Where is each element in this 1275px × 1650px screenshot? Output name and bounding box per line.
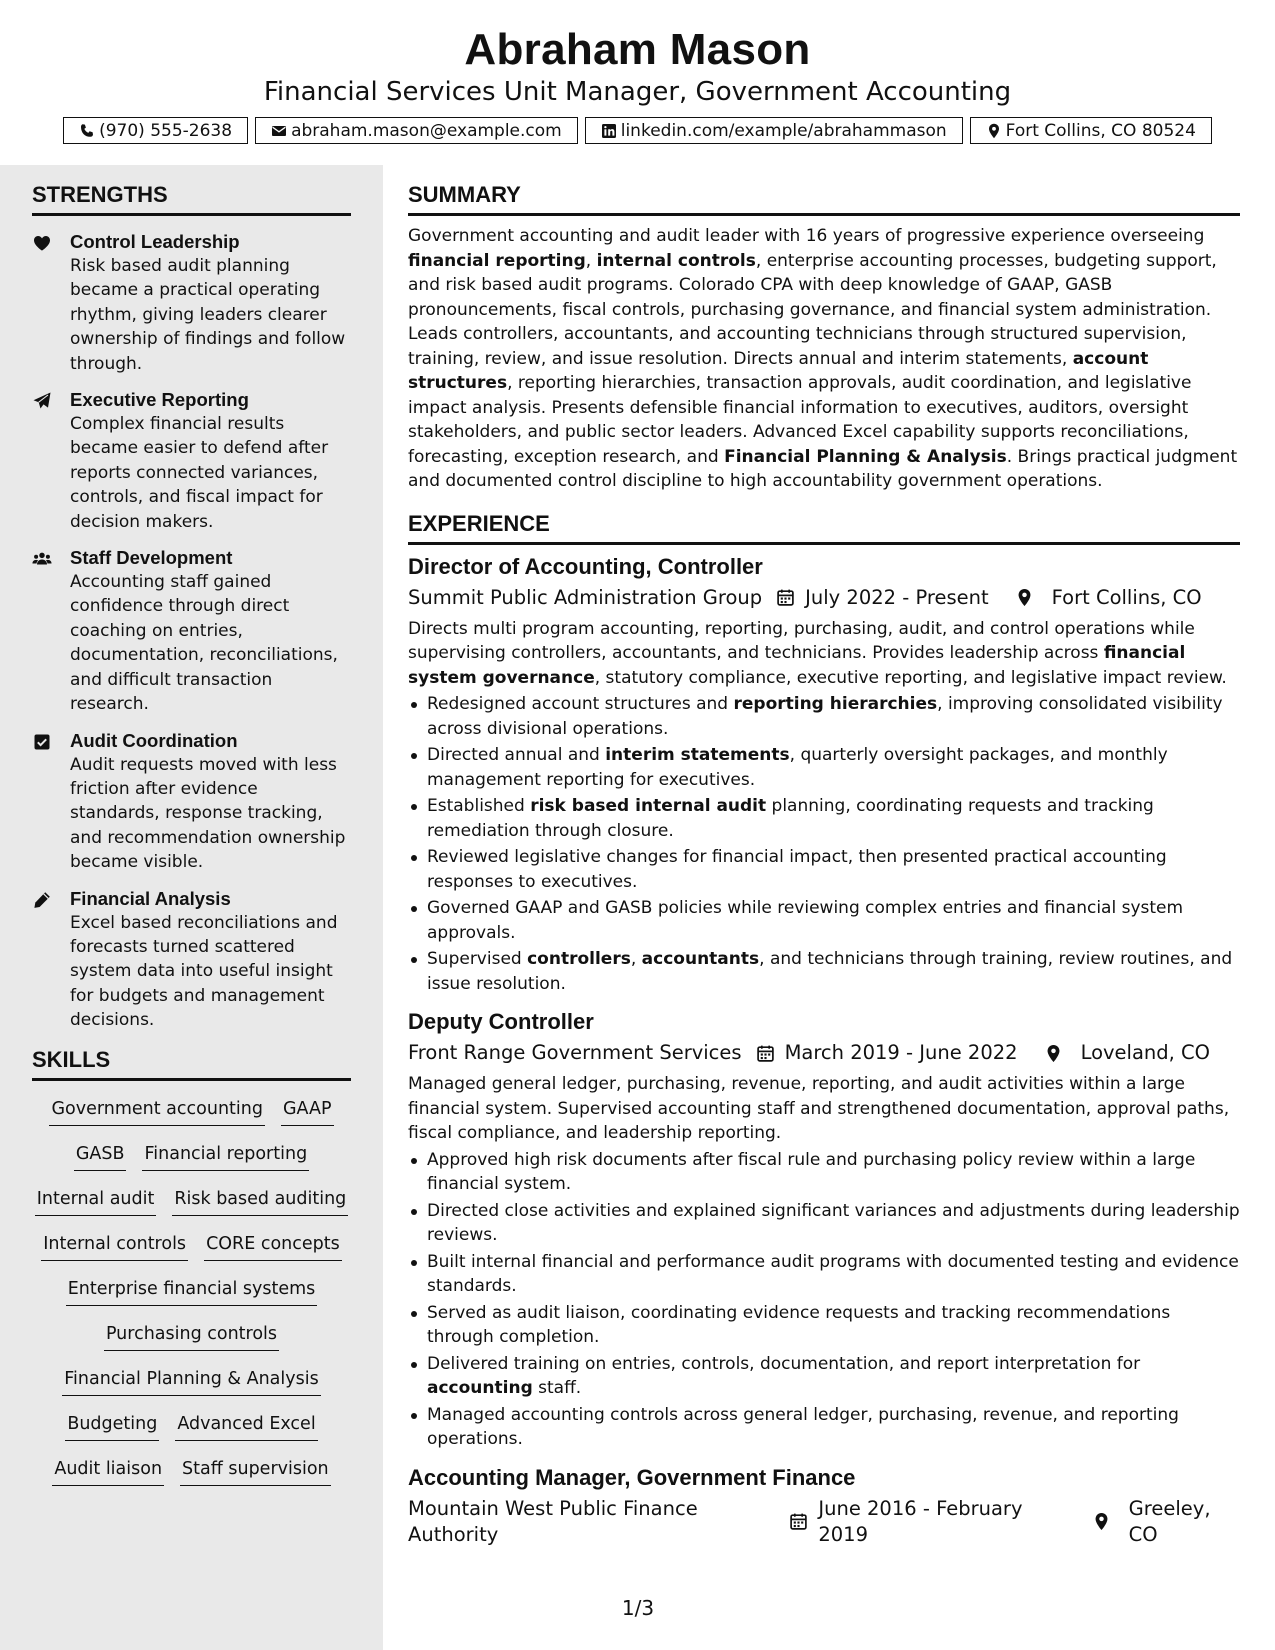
job-entry (408, 1008, 1240, 1452)
contact-email[interactable] (255, 117, 578, 144)
bullet-bold: interim statements (605, 745, 790, 765)
desc-bold: financial system governance (408, 643, 1186, 688)
skill-tag: Financial Planning & Analysis (62, 1367, 320, 1396)
strengths-heading: STRENGTHS (32, 182, 351, 216)
contact-location-text: Fort Collins, CO 80524 (1005, 120, 1196, 141)
job-description (408, 617, 1240, 691)
strength-item (32, 729, 351, 875)
skill-tag: Purchasing controls (104, 1322, 279, 1351)
bullet-text: , and technicians through training, review routines, and issue resolution. (427, 949, 1233, 994)
job-location: Fort Collins, CO (1051, 585, 1202, 609)
job-entry (408, 1464, 1240, 1548)
bullet-item (408, 896, 1240, 945)
contact-phone[interactable] (63, 117, 248, 144)
job-meta (408, 1040, 1240, 1066)
skill-tag: CORE concepts (204, 1232, 342, 1261)
bullet-text: Reviewed legislative changes for financial impact, then presented practical accounting responses to executives. (427, 847, 1167, 892)
skill-tag: Budgeting (65, 1412, 159, 1441)
job-dates: June 2016 - February 2019 (818, 1496, 1023, 1546)
bullet-item (408, 1352, 1240, 1401)
strength-item (32, 546, 351, 716)
bullet-item (408, 1403, 1240, 1452)
map-pin-icon (1030, 1044, 1073, 1063)
resume-header (0, 0, 1275, 165)
bullet-text: , quarterly oversight packages, and monthly management reporting for executives. (427, 745, 1168, 790)
bullet-text: Served as audit liaison, coordinating evidence requests and tracking recommendations through completion. (427, 1302, 1171, 1347)
calendar-icon (775, 1512, 818, 1531)
bullet-bold: risk based internal audit (530, 796, 767, 816)
bullet-text: , (630, 949, 642, 969)
strength-title: Executive Reporting (70, 389, 249, 411)
strength-desc: Complex financial results became easier to defend after reports connected variances, controls, and fiscal impact for decision makers. (70, 414, 329, 532)
summary-bold: account structures (408, 348, 1149, 393)
strength-desc: Audit requests moved with less friction after evidence standards, response tracking, and recommendation ownership became visible. (70, 754, 346, 873)
strength-title: Financial Analysis (70, 887, 231, 909)
strength-title: Staff Development (70, 547, 233, 569)
desc-segment: Managed general ledger, purchasing, revenue, reporting, and audit activities within a large financial system. Supervised accounting staff and strengthened documentation, approval paths, fiscal compliance, and leadership reporting. (408, 1074, 1230, 1143)
company-name: Mountain West Public Finance Authority (408, 1496, 698, 1546)
strength-title: Audit Coordination (70, 729, 238, 751)
skills-row (32, 1277, 351, 1322)
skill-tag: Staff supervision (180, 1457, 331, 1486)
envelope-icon (271, 123, 287, 139)
experience-heading: EXPERIENCE (408, 511, 1240, 545)
calendar-icon (762, 588, 805, 607)
job-bullets (408, 1148, 1240, 1452)
skill-tag: Audit liaison (52, 1457, 164, 1486)
summary-bold: financial reporting (408, 250, 586, 271)
desc-segment: , statutory compliance, executive reporting, and legislative impact review. (594, 667, 1227, 688)
bullet-item (408, 845, 1240, 894)
contact-location[interactable] (970, 117, 1212, 144)
bullet-bold: controllers (527, 949, 631, 969)
skills-row (32, 1367, 351, 1412)
strengths-list (32, 230, 351, 1033)
bullet-item (408, 794, 1240, 843)
skill-tag: Government accounting (49, 1097, 264, 1126)
bullet-item (408, 947, 1240, 996)
strength-item (32, 887, 351, 1033)
contact-email-text: abraham.mason@example.com (291, 120, 562, 141)
pencil-icon (32, 887, 70, 1033)
bullet-text: Redesigned account structures and (427, 694, 734, 714)
bullet-bold: accounting (427, 1378, 533, 1398)
linkedin-icon (601, 123, 617, 139)
skills-row (32, 1232, 351, 1277)
skill-tag: Risk based auditing (172, 1187, 348, 1216)
bullet-item (408, 1301, 1240, 1350)
contact-bar (0, 117, 1275, 144)
skill-tag: GAAP (281, 1097, 334, 1126)
bullet-text: Directed close activities and explained significant variances and adjustments during leadership reviews. (427, 1200, 1240, 1245)
bullet-text: Established (427, 796, 531, 816)
skill-tag: Internal audit (35, 1187, 157, 1216)
job-description (408, 1072, 1240, 1146)
skills-row (32, 1187, 351, 1232)
bullet-text: staff. (532, 1378, 582, 1398)
bullet-text: Approved high risk documents after fiscal rule and purchasing policy review within a large financial system. (427, 1149, 1196, 1194)
job-location: Greeley, CO (1128, 1496, 1211, 1546)
sidebar (0, 165, 383, 1650)
bullet-text: planning, coordinating requests and tracking remediation through closure. (427, 796, 1154, 841)
bullet-bold: accountants (641, 949, 760, 969)
strength-item (32, 230, 351, 376)
skills-row (32, 1142, 351, 1187)
skill-tag: Internal controls (41, 1232, 188, 1261)
paper-plane-icon (32, 388, 70, 534)
company-name: Front Range Government Services (408, 1041, 742, 1064)
candidate-name: Abraham Mason (464, 25, 811, 74)
contact-phone-text: (970) 555-2638 (99, 120, 233, 141)
bullet-text: , improving consolidated visibility across divisional operations. (427, 694, 1223, 739)
candidate-title: Financial Services Unit Manager, Government Accounting (263, 77, 1012, 107)
strength-desc: Risk based audit planning became a practical operating rhythm, giving leaders clearer ownership of findings and follow through. (70, 256, 346, 374)
bullet-item (408, 1148, 1240, 1197)
job-title: Deputy Controller (408, 1009, 594, 1034)
calendar-icon (742, 1044, 785, 1063)
bullet-text: Built internal financial and performance audit programs with documented testing and evidence standards. (427, 1251, 1239, 1296)
job-meta (408, 585, 1240, 611)
bullet-item (408, 1250, 1240, 1299)
contact-linkedin[interactable] (585, 117, 963, 144)
skills-row (32, 1412, 351, 1457)
skills-row (32, 1322, 351, 1367)
strength-title: Control Leadership (70, 231, 240, 252)
bullet-text: Directed annual and (427, 745, 606, 765)
bullet-item (408, 743, 1240, 792)
job-dates: March 2019 - June 2022 (784, 1041, 1018, 1064)
heart-icon (32, 230, 70, 376)
bullet-text: Governed GAAP and GASB policies while reviewing complex entries and financial system approvals. (427, 898, 1184, 943)
summary-text (408, 224, 1240, 494)
bullet-bold: reporting hierarchies (733, 694, 938, 714)
job-dates: July 2022 - Present (805, 585, 989, 609)
skills-list (32, 1097, 351, 1502)
strength-desc: Accounting staff gained confidence through direct coaching on entries, documentation, reconciliations, and difficult transaction research. (70, 572, 338, 715)
summary-segment: , (585, 250, 597, 271)
bullet-item (408, 1199, 1240, 1248)
summary-bold: Financial Planning & Analysis (724, 446, 1007, 467)
desc-segment: Directs multi program accounting, reporting, purchasing, audit, and control operations while supervising controllers, accountants, and technicians. Provides leadership across (408, 618, 1195, 663)
job-title: Accounting Manager, Government Finance (408, 1464, 856, 1490)
skills-heading: SKILLS (32, 1047, 351, 1081)
job-meta (408, 1496, 1240, 1548)
skill-tag: Enterprise financial systems (66, 1277, 318, 1306)
summary-segment: , enterprise accounting processes, budgeting support, and risk based audit programs. Colorado CPA with deep knowledge of GAAP, GASB pronouncements, fiscal controls, purchasing governance, and financial system administration. Leads controllers, accountants, and accounting technicians through structured supervision, training, review, and issue resolution. Directs annual and interim statements, (408, 250, 1217, 369)
skill-tag: Advanced Excel (175, 1412, 317, 1441)
page-number: 1/3 (621, 1596, 655, 1620)
bullet-text: Supervised (427, 949, 528, 969)
company-name: Summit Public Administration Group (408, 585, 763, 609)
skills-row (32, 1457, 351, 1502)
summary-segment: Government accounting and audit leader with 16 years of progressive experience overseeing (408, 226, 1205, 246)
summary-segment: . Brings practical judgment and documented control discipline to high accountability government operations. (408, 446, 1238, 491)
map-pin-icon (1078, 1512, 1121, 1531)
bullet-item (408, 692, 1240, 741)
contact-linkedin-text: linkedin.com/example/abrahammason (620, 120, 947, 141)
job-title: Director of Accounting, Controller (408, 553, 763, 579)
bullet-text: Delivered training on entries, controls, documentation, and report interpretation for (427, 1353, 1141, 1374)
strength-item (32, 388, 351, 534)
main-content (408, 165, 1240, 1560)
skill-tag: GASB (74, 1142, 127, 1171)
summary-bold: internal controls (596, 250, 756, 271)
skill-tag: Financial reporting (142, 1142, 309, 1171)
job-location: Loveland, CO (1080, 1041, 1211, 1064)
job-entry (408, 553, 1240, 997)
map-pin-icon (986, 123, 1002, 139)
summary-heading: SUMMARY (408, 182, 1240, 216)
job-bullets (408, 692, 1240, 996)
strength-desc: Excel based reconciliations and forecasts turned scattered system data into useful insight for budgets and management decisions. (70, 912, 338, 1031)
map-pin-icon (1001, 588, 1044, 607)
users-icon (32, 546, 70, 716)
bullet-text: Managed accounting controls across general ledger, purchasing, revenue, and reporting operations. (427, 1404, 1179, 1449)
summary-segment: , reporting hierarchies, transaction approvals, audit coordination, and legislative impact analysis. Presents defensible financial information to executives, auditors, oversight stakeholders, and public sector leaders. Advanced Excel capability supports reconciliations, forecasting, exception research, and (408, 373, 1192, 467)
phone-icon (79, 123, 95, 139)
skills-row (32, 1097, 351, 1142)
checkbox-icon (32, 729, 70, 875)
